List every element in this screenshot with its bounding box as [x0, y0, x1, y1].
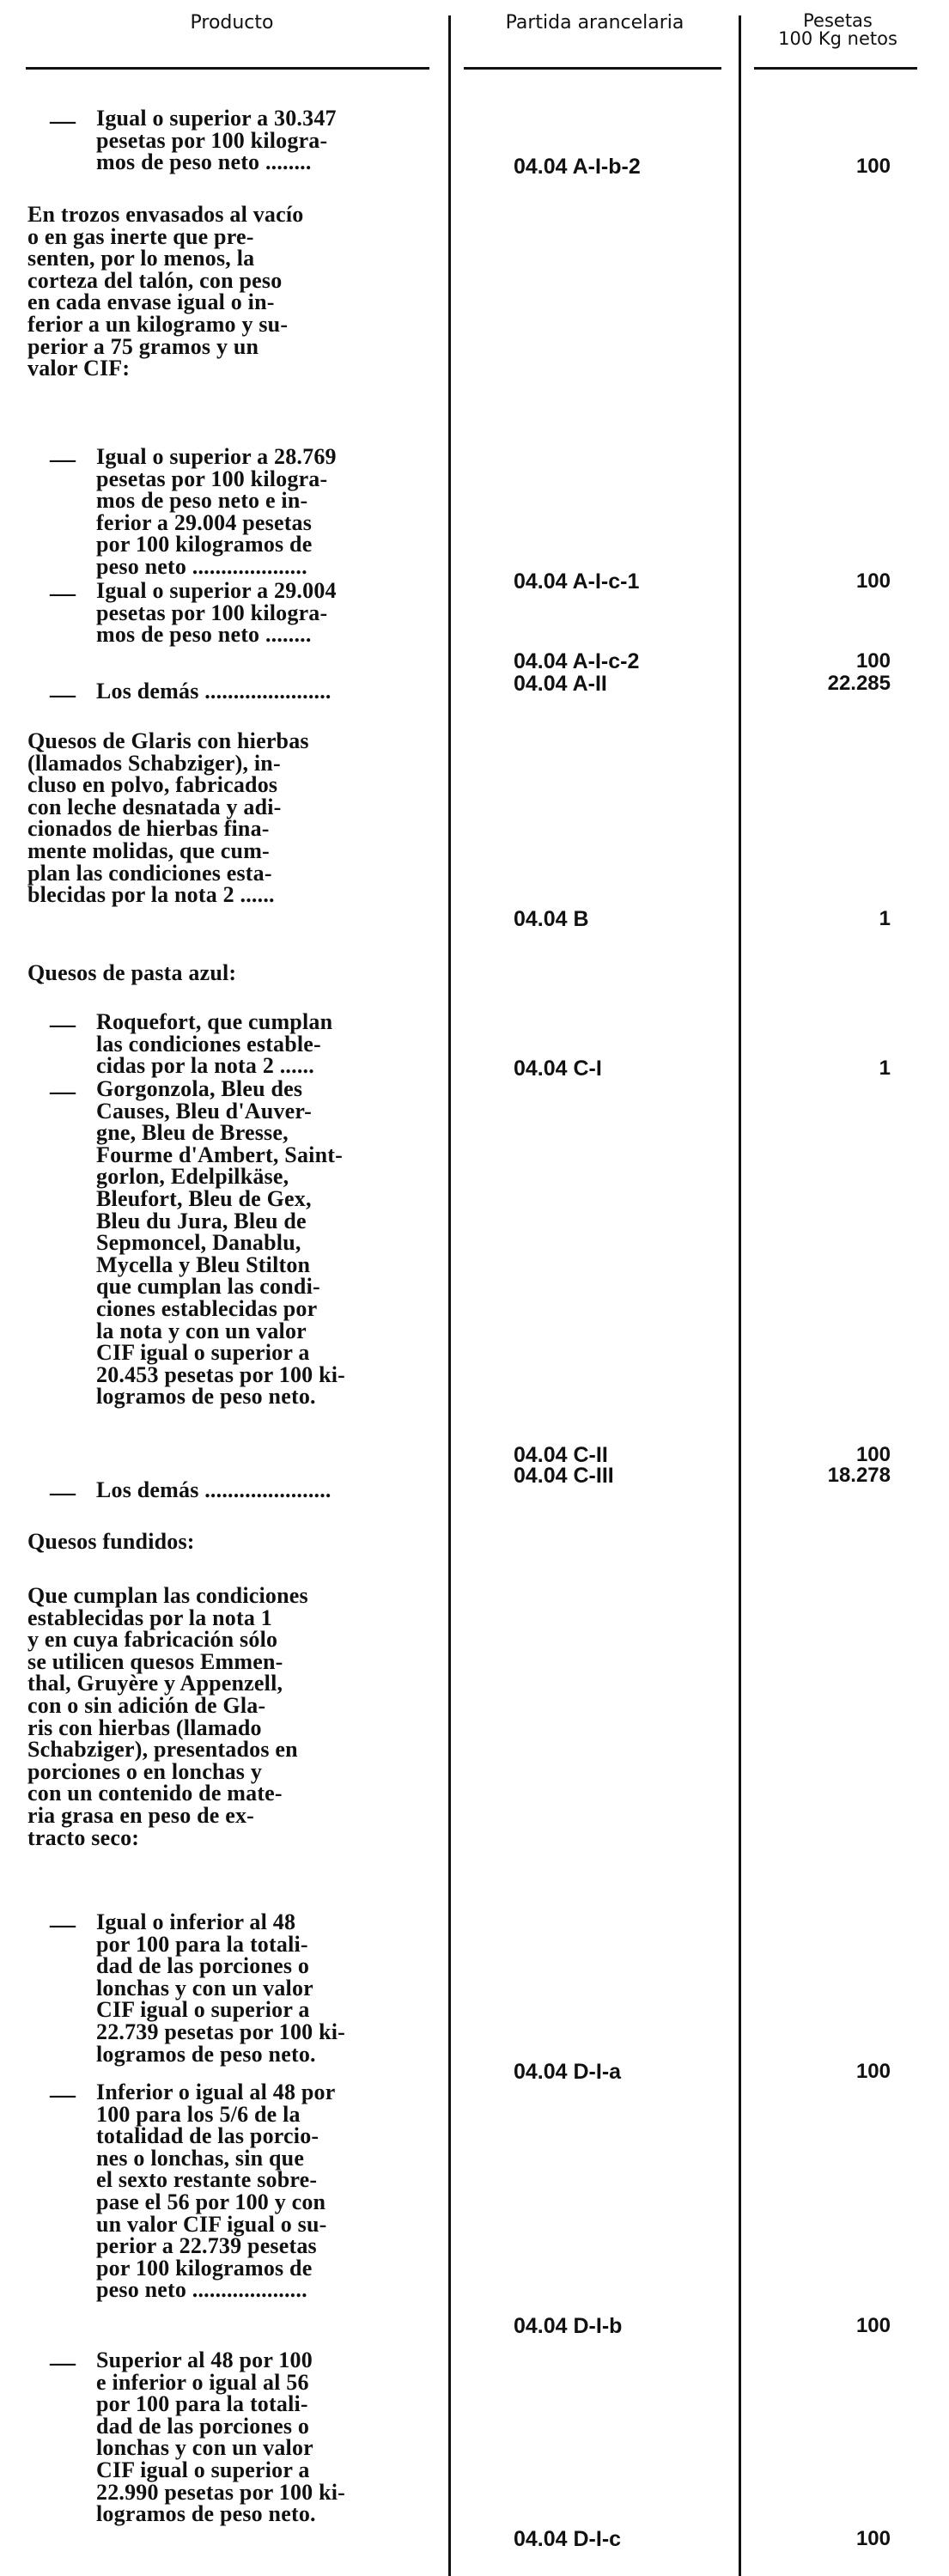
value: 100	[855, 2527, 891, 2550]
row-description: Los demás ......................	[96, 1477, 332, 1502]
value: 1	[879, 1057, 891, 1080]
header-rule-1	[26, 67, 429, 70]
row-description: Igual o superior a 29.004 pesetas por 100 kilogra- mos de peso neto ........	[96, 578, 337, 648]
value: 1	[879, 907, 891, 930]
value: 100	[855, 2060, 891, 2083]
header-pesetas	[745, 12, 930, 48]
section-intro: En trozos envasados al vacío o en gas inerte que pre- senten, por lo menos, la corteza del talón, con peso en cada envase igual o in- ferior a un kilogramo y su- perior a 75 gramos y un valor CIF:	[27, 202, 304, 381]
row-description: Gorgonzola, Bleu des Causes, Bleu d'Auver- gne, Bleu de Bresse, Fourme d'Ambert, Saint- gorlon, Edelpilkäse, Bleufort, Bleu de Gex, Bleu du Jura, Bleu de Sepmoncel, Danablu, Mycella y Bleu Stilton que cumplan las condi- ciones establecidas por la nota y con un valor CIF igual o superior a 20.453 pesetas por 100 ki- logramos de peso neto.	[96, 1076, 346, 1410]
tariff-code: 04.04 D-I-a	[514, 2060, 622, 2084]
tariff-code: 04.04 B	[514, 907, 589, 931]
row-description: Igual o superior a 28.769 pesetas por 100 kilogra- mos de peso neto e in- ferior a 29.004 pesetas por 100 kilogramos de peso neto ....................	[96, 444, 337, 579]
column-divider-2	[739, 15, 741, 2576]
tariff-code: 04.04 D-I-b	[514, 2314, 623, 2338]
header-partida: Partida arancelaria	[505, 12, 684, 33]
header-rule-3	[754, 67, 917, 70]
value: 22.285	[827, 672, 891, 695]
row-description: Quesos de Glaris con hierbas (llamados Schabziger), in- cluso en polvo, fabricados con leche desnatada y adi- cionados de hierbas fina- mente molidas, que cum- plan las condiciones esta- blecidas por la nota 2 ......	[27, 728, 309, 908]
row-description: Roquefort, que cumplan las condiciones estable- cidas por la nota 2 ......	[96, 1009, 333, 1079]
dash-bullet: —	[50, 107, 76, 135]
header-rule-2	[464, 67, 721, 70]
tariff-code: 04.04 A-I-b-2	[514, 155, 641, 179]
row-description: Inferior o igual al 48 por 100 para los 5/6 de la totalidad de las porcio- nes o lonchas, sin que el sexto restante sobre- pase el 56 por 100 y con un valor CIF igual o su- perior a 22.739 pesetas por 100 kilogramos de peso neto ....................	[96, 2080, 336, 2303]
header-producto: Producto	[190, 12, 274, 33]
tariff-code: 04.04 C-II	[514, 1443, 608, 1467]
row-description: Superior al 48 por 100 e inferior o igual al 56 por 100 para la totali- dad de las porciones o lonchas y con un valor CIF igual o superior a 22.990 pesetas por 100 ki- logramos de peso neto.	[96, 2348, 346, 2527]
header-pesetas-line2: 100 Kg netos	[778, 28, 897, 49]
section-heading: Quesos de pasta azul:	[27, 960, 237, 985]
dash-bullet: —	[50, 2348, 76, 2377]
dash-bullet: —	[50, 680, 76, 709]
value: 100	[855, 1443, 891, 1466]
tariff-code: 04.04 A-II	[514, 672, 607, 696]
tariff-code: 04.04 D-I-c	[514, 2527, 622, 2551]
section-heading: Quesos fundidos:	[27, 1529, 195, 1554]
section-intro: Que cumplan las condiciones establecidas por la nota 1 y en cuya fabricación sólo se utilicen quesos Emmen- thal, Gruyère y Appenzell, con o sin adición de Gla- ris con hierbas (llamado Schabziger), presentados en porciones o en lonchas y con un contenido de mate- ria grasa en peso de ex- tracto seco:	[27, 1583, 308, 1850]
header-pesetas-line1: Pesetas	[803, 10, 873, 31]
dash-bullet: —	[50, 1478, 76, 1507]
tariff-code: 04.04 A-I-c-2	[514, 649, 640, 673]
tariff-code: 04.04 C-III	[514, 1464, 614, 1488]
value: 100	[855, 569, 891, 593]
column-divider-1	[448, 15, 451, 2576]
tariff-code: 04.04 A-I-c-1	[514, 569, 640, 594]
tariff-code: 04.04 C-I	[514, 1057, 602, 1081]
dash-bullet: —	[50, 1077, 76, 1105]
row-description: Igual o inferior al 48 por 100 para la totali- dad de las porciones o lonchas y con un valor CIF igual o superior a 22.739 pesetas por 100 ki- logramos de peso neto.	[96, 1909, 346, 2067]
value: 100	[855, 649, 891, 673]
value: 100	[855, 155, 891, 178]
row-description: Igual o superior a 30.347 pesetas por 100 kilogra- mos de peso neto ........	[96, 106, 337, 175]
dash-bullet: —	[50, 445, 76, 473]
value: 18.278	[827, 1464, 891, 1487]
dash-bullet: —	[50, 2080, 76, 2109]
dash-bullet: —	[50, 579, 76, 607]
dash-bullet: —	[50, 1010, 76, 1038]
dash-bullet: —	[50, 1910, 76, 1939]
value: 100	[855, 2314, 891, 2337]
row-description: Los demás ......................	[96, 679, 332, 703]
